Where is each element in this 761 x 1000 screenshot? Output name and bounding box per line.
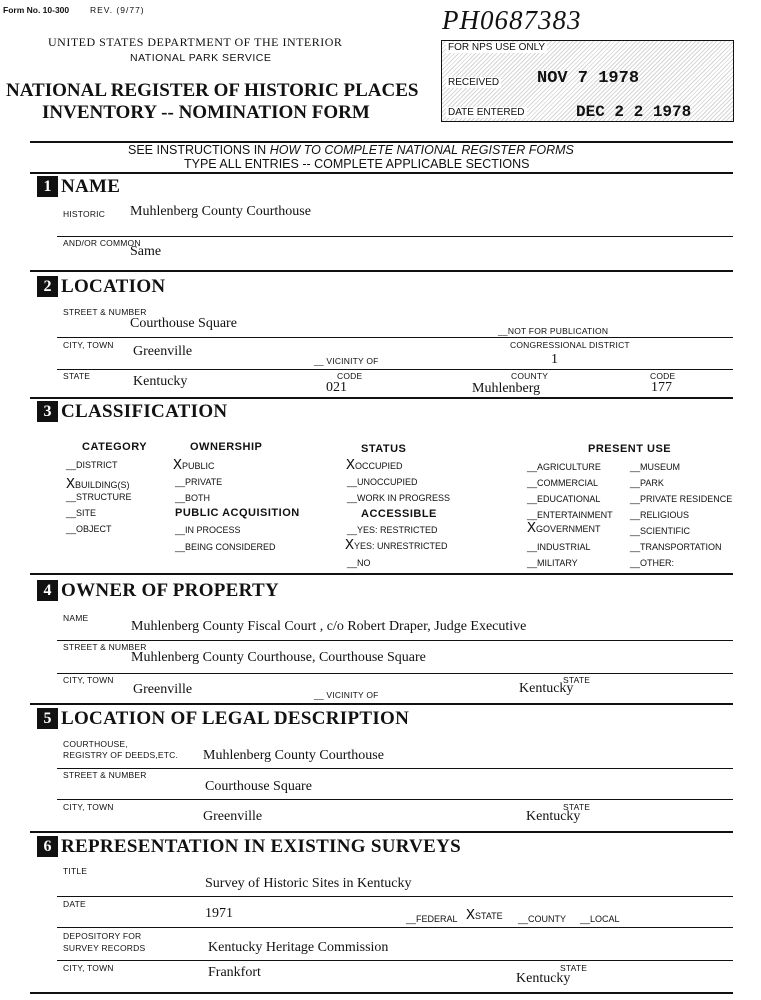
checked-mark: X: [346, 457, 356, 474]
congressional-district-value[interactable]: 1: [551, 352, 558, 367]
survey-title-label: TITLE: [63, 866, 88, 876]
section-1-title: NAME: [61, 176, 121, 197]
section-4-number: 4: [37, 580, 58, 601]
service-name: NATIONAL PARK SERVICE: [130, 52, 272, 64]
survey-title-value[interactable]: Survey of Historic Sites in Kentucky: [205, 876, 412, 891]
depository-city-label: CITY, TOWN: [63, 963, 114, 973]
category-header: CATEGORY: [82, 441, 148, 453]
category-buildings-label: BUILDING(S): [75, 480, 130, 490]
handwritten-reference-number: PH0687383: [442, 5, 582, 35]
accessible-header: ACCESSIBLE: [361, 508, 437, 520]
checked-mark: X: [466, 907, 476, 924]
use-educational[interactable]: __EDUCATIONAL: [527, 494, 601, 504]
instructions-divider: [30, 172, 733, 174]
date-entered-label: DATE ENTERED: [448, 107, 525, 118]
section-2-title: LOCATION: [61, 276, 166, 297]
form-title-line2: INVENTORY -- NOMINATION FORM: [42, 102, 370, 123]
congressional-district-label: CONGRESSIONAL DISTRICT: [510, 340, 630, 350]
survey-date-value[interactable]: 1971: [205, 906, 233, 921]
owner-state-label: STATE: [563, 675, 591, 685]
nps-use-box: [441, 40, 734, 122]
form-number: Form No. 10-300: [3, 5, 70, 15]
depository-label-line2: SURVEY RECORDS: [63, 943, 146, 953]
ownership-public-label: PUBLIC: [182, 461, 215, 471]
checked-mark: X: [527, 520, 537, 537]
accessible-restricted[interactable]: __YES: RESTRICTED: [347, 525, 438, 535]
date-entered-value: DEC 2 2 1978: [576, 103, 692, 121]
instructions-line1: [128, 143, 574, 157]
category-object[interactable]: __OBJECT: [66, 524, 112, 534]
state-code-label: CODE: [337, 371, 363, 381]
s6-bottom-rule: [30, 992, 733, 994]
instructions-emphasis: HOW TO COMPLETE NATIONAL REGISTER FORMS: [269, 143, 574, 157]
depository-label-line1: DEPOSITORY FOR: [63, 931, 142, 941]
s5-rule1: [57, 768, 733, 769]
historic-label: HISTORIC: [63, 209, 106, 219]
common-name-label: AND/OR COMMON: [63, 238, 141, 248]
present-use-header: PRESENT USE: [588, 443, 672, 455]
survey-state-option[interactable]: [466, 907, 503, 924]
ownership-header: OWNERSHIP: [190, 441, 263, 453]
depository-state-label: STATE: [560, 963, 588, 973]
accessible-no[interactable]: __NO: [347, 558, 371, 568]
county-label: COUNTY: [511, 371, 549, 381]
use-agriculture[interactable]: __AGRICULTURE: [527, 462, 601, 472]
owner-city-label: CITY, TOWN: [63, 675, 114, 685]
checked-mark: X: [345, 537, 355, 554]
county-value[interactable]: Muhlenberg: [472, 381, 541, 396]
use-scientific[interactable]: __SCIENTIFIC: [630, 526, 691, 536]
state-code-value[interactable]: 021: [326, 380, 347, 395]
s2-rule1: [57, 337, 733, 338]
depository-city-value[interactable]: Frankfort: [208, 965, 261, 980]
state-label: STATE: [63, 371, 91, 381]
use-entertainment[interactable]: __ENTERTAINMENT: [527, 510, 613, 520]
section-3-title: CLASSIFICATION: [61, 401, 228, 422]
checked-mark: X: [66, 476, 76, 493]
city-value[interactable]: Greenville: [133, 344, 193, 359]
vicinity-option[interactable]: __ VICINITY OF: [314, 356, 379, 366]
s4-bottom-rule: [30, 703, 733, 705]
not-for-publication-option[interactable]: __NOT FOR PUBLICATION: [498, 326, 609, 336]
accessible-unrestricted-label: YES: UNRESTRICTED: [354, 541, 448, 551]
use-private-residence[interactable]: __PRIVATE RESIDENCE: [630, 494, 733, 504]
form-revision: REV. (9/77): [90, 5, 145, 15]
use-government-label: GOVERNMENT: [536, 524, 601, 534]
s1-rule1: [57, 236, 733, 237]
s5-bottom-rule: [30, 831, 733, 833]
nps-use-label: FOR NPS USE ONLY: [448, 42, 546, 53]
form-title-line1: NATIONAL REGISTER OF HISTORIC PLACES: [6, 80, 419, 101]
common-name-value[interactable]: Same: [130, 244, 162, 259]
use-military[interactable]: __MILITARY: [527, 558, 578, 568]
owner-name-value[interactable]: Muhlenberg County Fiscal Court , c/o Robert Draper, Judge Executive: [131, 619, 527, 634]
section-5-number: 5: [37, 708, 58, 729]
received-label: RECEIVED: [448, 77, 500, 88]
s4-rule1: [57, 640, 733, 641]
status-occupied-label: OCCUPIED: [355, 461, 403, 471]
status-work-in-progress[interactable]: __WORK IN PROGRESS: [347, 493, 451, 503]
use-transportation[interactable]: __TRANSPORTATION: [630, 542, 722, 552]
courthouse-label-line2: REGISTRY OF DEEDS,ETC.: [63, 750, 179, 760]
public-acquisition-header: PUBLIC ACQUISITION: [175, 507, 300, 519]
owner-street-label: STREET & NUMBER: [63, 642, 147, 652]
survey-local-option[interactable]: __LOCAL: [580, 914, 620, 924]
street-number-label: STREET & NUMBER: [63, 307, 147, 317]
owner-city-value[interactable]: Greenville: [133, 682, 193, 697]
legal-city-value[interactable]: Greenville: [203, 809, 263, 824]
use-park[interactable]: __PARK: [630, 478, 664, 488]
section-2-number: 2: [37, 276, 58, 297]
category-district[interactable]: __DISTRICT: [66, 460, 118, 470]
survey-federal-option[interactable]: __FEDERAL: [406, 914, 458, 924]
acquisition-in-process[interactable]: __IN PROCESS: [175, 525, 241, 535]
checked-mark: X: [173, 457, 183, 474]
instructions-prefix: SEE INSTRUCTIONS IN: [128, 143, 270, 157]
section-6-title: REPRESENTATION IN EXISTING SURVEYS: [61, 836, 462, 857]
instructions-line2: TYPE ALL ENTRIES -- COMPLETE APPLICABLE SECTIONS: [184, 157, 530, 171]
courthouse-label-line1: COURTHOUSE,: [63, 739, 128, 749]
legal-city-label: CITY, TOWN: [63, 802, 114, 812]
city-town-label: CITY, TOWN: [63, 340, 114, 350]
s2-rule2: [57, 369, 733, 370]
historic-name-value[interactable]: Muhlenberg County Courthouse: [130, 204, 311, 219]
s4-rule2: [57, 673, 733, 674]
category-structure[interactable]: __STRUCTURE: [66, 492, 132, 502]
status-unoccupied[interactable]: __UNOCCUPIED: [347, 477, 418, 487]
owner-name-label: NAME: [63, 613, 89, 623]
section-3-number: 3: [37, 401, 58, 422]
category-buildings[interactable]: [66, 476, 130, 493]
use-museum[interactable]: __MUSEUM: [630, 462, 681, 472]
acquisition-being-considered[interactable]: __BEING CONSIDERED: [175, 542, 276, 552]
owner-street-value[interactable]: Muhlenberg County Courthouse, Courthouse Square: [131, 650, 426, 665]
ownership-both[interactable]: __BOTH: [175, 493, 211, 503]
use-commercial[interactable]: __COMMERCIAL: [527, 478, 599, 488]
department-name: UNITED STATES DEPARTMENT OF THE INTERIOR: [48, 35, 343, 49]
county-code-label: CODE: [650, 371, 676, 381]
county-code-value[interactable]: 177: [651, 380, 672, 395]
use-religious[interactable]: __RELIGIOUS: [630, 510, 690, 520]
survey-county-option[interactable]: __COUNTY: [518, 914, 567, 924]
use-industrial[interactable]: __INDUSTRIAL: [527, 542, 591, 552]
status-header: STATUS: [361, 443, 407, 455]
ownership-private[interactable]: __PRIVATE: [175, 477, 223, 487]
section-6-number: 6: [37, 836, 58, 857]
depository-state-value[interactable]: Kentucky: [516, 971, 571, 986]
survey-date-label: DATE: [63, 899, 86, 909]
ownership-public[interactable]: [173, 457, 215, 474]
s2-bottom-rule: [30, 397, 733, 399]
legal-state-label: STATE: [563, 802, 591, 812]
legal-street-value[interactable]: Courthouse Square: [205, 779, 312, 794]
state-value[interactable]: Kentucky: [133, 374, 188, 389]
survey-state-label: STATE: [475, 911, 503, 921]
depository-value[interactable]: Kentucky Heritage Commission: [208, 940, 389, 955]
street-value[interactable]: Courthouse Square: [130, 316, 237, 331]
courthouse-value[interactable]: Muhlenberg County Courthouse: [203, 748, 384, 763]
owner-vicinity-option[interactable]: __ VICINITY OF: [314, 690, 379, 700]
s6-rule3: [57, 960, 733, 961]
s5-rule2: [57, 799, 733, 800]
legal-street-label: STREET & NUMBER: [63, 770, 147, 780]
use-other[interactable]: __OTHER:: [630, 558, 675, 568]
section-5-title: LOCATION OF LEGAL DESCRIPTION: [61, 708, 410, 729]
section-4-title: OWNER OF PROPERTY: [61, 580, 280, 601]
status-occupied[interactable]: [346, 457, 403, 474]
s1-bottom-rule: [30, 270, 733, 272]
owner-state-value[interactable]: Kentucky: [519, 681, 574, 696]
accessible-unrestricted[interactable]: [345, 537, 448, 554]
s6-rule1: [57, 896, 733, 897]
use-government[interactable]: [527, 520, 601, 537]
received-date: NOV 7 1978: [537, 69, 640, 88]
category-site[interactable]: __SITE: [66, 508, 97, 518]
s3-bottom-rule: [30, 573, 733, 575]
legal-state-value[interactable]: Kentucky: [526, 809, 581, 824]
s6-rule2: [57, 927, 733, 928]
section-1-number: 1: [37, 176, 58, 197]
